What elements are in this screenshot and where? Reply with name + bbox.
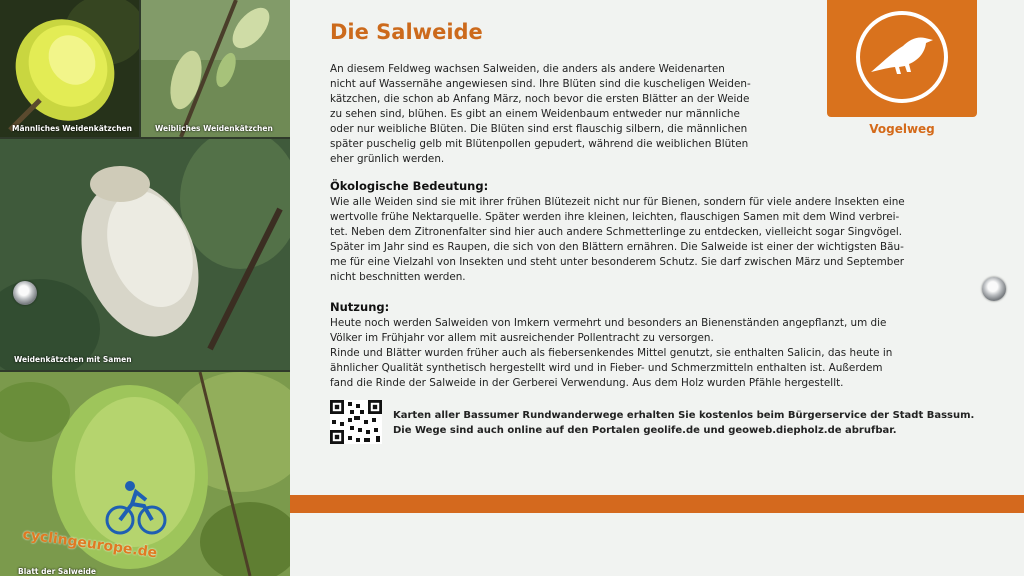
intro-line: An diesem Feldweg wachsen Salweiden, die anders als andere Weidenarten xyxy=(330,63,725,75)
caption-male-catkin: Männliches Weidenkätzchen xyxy=(12,124,132,133)
male-catkin-image xyxy=(0,0,139,137)
bird-icon xyxy=(827,0,977,117)
photo-column xyxy=(0,0,290,576)
caption-leaf: Blatt der Salweide xyxy=(18,567,96,576)
info-line: Die Wege sind auch online auf den Portalen geolife.de und geoweb.diepholz.de abrufbar. xyxy=(393,425,897,436)
intro-line: nicht auf Wassernähe angewiesen sind. Ihre Blüten sind die kuscheligen Weiden- xyxy=(330,78,751,90)
seed-catkin-image xyxy=(0,139,290,370)
screw-left xyxy=(13,281,37,305)
use-line: ähnlicher Qualität synthetisch hergestellt wird und in Fieber- und Schmerzmitteln enthalten ist. Außerdem xyxy=(330,362,883,374)
eco-line: Wie alle Weiden sind sie mit ihrer frühen Blütezeit nicht nur für Bienen, sondern für viele andere Insekten eine xyxy=(330,196,905,208)
use-line: Rinde und Blätter wurden früher auch als fiebersenkendes Mittel genutzt, sie enthalten Salicin, das heute in xyxy=(330,347,893,359)
caption-female-catkin: Weibliches Weidenkätzchen xyxy=(155,124,273,133)
use-line: Völker im Frühjahr vor allem mit ausreichender Pollentracht zu versorgen. xyxy=(330,332,714,344)
use-heading: Nutzung: xyxy=(330,300,390,314)
caption-seed-catkin: Weidenkätzchen mit Samen xyxy=(14,355,132,364)
use-text xyxy=(330,316,892,391)
info-text xyxy=(393,408,974,438)
intro-line: oder nur weibliche Blüten. Die Blüten sind erst flauschig silbern, die männlichen xyxy=(330,123,748,135)
info-line: Karten aller Bassumer Rundwanderwege erhalten Sie kostenlos beim Bürgerservice der Stadt Bassum. xyxy=(393,410,975,421)
sign-title: Die Salweide xyxy=(330,20,483,44)
eco-line: Später im Jahr sind es Raupen, die sich von den Blättern ernähren. Die Salweide ist einer der wichtigsten Bäu- xyxy=(330,241,904,253)
intro-line: kätzchen, die schon ab Anfang März, noch bevor die ersten Blätter an der Weide xyxy=(330,93,750,105)
sign-panel xyxy=(290,0,1024,576)
eco-text xyxy=(330,195,905,285)
orange-stripe xyxy=(290,495,1024,513)
photo-male-catkin xyxy=(0,0,139,137)
use-line: Heute noch werden Salweiden von Imkern vermehrt und besonders an Bienenständen angepflanzt, um die xyxy=(330,317,887,329)
eco-line: nicht beschnitten werden. xyxy=(330,271,466,283)
qr-code xyxy=(330,400,382,444)
watermark-text: cyclingeurope.de xyxy=(21,526,159,562)
intro-line: zu sehen sind, blühen. Es gibt an einem Weidenbaum entweder nur männliche xyxy=(330,108,740,120)
vogelweg-badge xyxy=(827,0,977,117)
eco-line: me für eine Vielzahl von Insekten und steht unter besonderem Schutz. Sie darf zwischen März und September xyxy=(330,256,905,268)
vogelweg-label: Vogelweg xyxy=(869,122,935,136)
eco-line: wertvolle frühe Nektarquelle. Später werden ihre kleinen, leichten, flauschigen Samen mit dem Wind verbrei- xyxy=(330,211,900,223)
photo-seed-catkin xyxy=(0,139,290,370)
female-catkin-image xyxy=(141,0,290,137)
intro-text xyxy=(330,62,751,167)
screw-right xyxy=(982,277,1006,301)
intro-line: eher grünlich werden. xyxy=(330,153,445,165)
watermark-logo xyxy=(20,476,180,566)
use-line: fand die Rinde der Salweide in der Gerberei Verwendung. Aus dem Holz wurden Pfähle hergestellt. xyxy=(330,377,844,389)
intro-line: später puschelig gelb mit Blütenpollen gepudert, während die weiblichen Blüten xyxy=(330,138,749,150)
photo-female-catkin xyxy=(141,0,290,137)
eco-line: tet. Neben dem Zitronenfalter sind hier auch andere Schmetterlinge zu entdecken, vielleicht sogar Singvögel. xyxy=(330,226,903,238)
eco-heading: Ökologische Bedeutung: xyxy=(330,179,489,193)
